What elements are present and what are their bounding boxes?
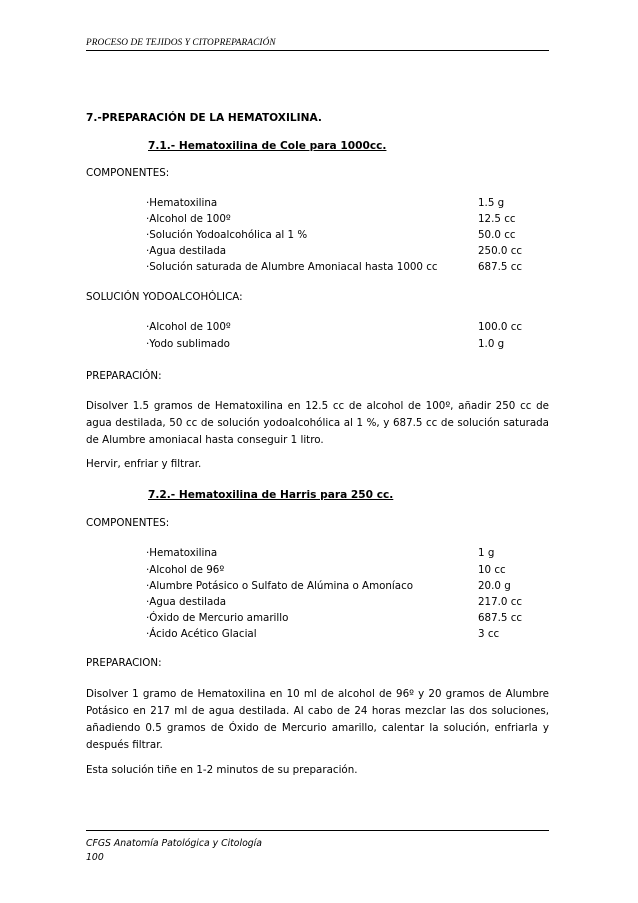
harris-component-name: ·Alumbre Potásico o Sulfato de Alúmina o Amoníaco xyxy=(146,580,414,592)
cole-component-name: ·Solución saturada de Alumbre Amoniacal hasta 1000 cc xyxy=(146,261,438,273)
harris-prep-label: PREPARACION: xyxy=(86,657,162,669)
cole-subtitle: 7.1.- Hematoxilina de Cole para 1000cc. xyxy=(148,140,387,152)
cole-component-qty: 1.5 g xyxy=(478,197,505,209)
harris-final-text: Esta solución tiñe en 1-2 minutos de su preparación. xyxy=(86,764,358,776)
page-number: 100 xyxy=(86,852,104,863)
cole-component-qty: 250.0 cc xyxy=(478,245,523,257)
footer-divider xyxy=(86,830,549,831)
cole-component-name: ·Agua destilada xyxy=(146,245,227,257)
cole-prep-label: PREPARACIÓN: xyxy=(86,370,162,382)
harris-prep-paragraph: Disolver 1 gramo de Hematoxilina en 10 ml de alcohol de 96º y 20 gramos de Alumbre Potásico en 217 ml de agua destilada. Al cabo de 24 horas mezclar las dos soluciones, añadiendo 0.5 gramos de Óxido de Mercurio amarillo, calentar la solución, enfriarla y después filtrar. xyxy=(86,688,549,751)
section-title: 7.-PREPARACIÓN DE LA HEMATOXILINA. xyxy=(86,112,322,124)
page-header-title: PROCESO DE TEJIDOS Y CITOPREPARACIÓN xyxy=(86,38,276,48)
harris-component-qty: 3 cc xyxy=(478,628,500,640)
harris-component-qty: 1 g xyxy=(478,547,495,559)
cole-component-qty: 50.0 cc xyxy=(478,229,516,241)
cole-component-name: ·Solución Yodoalcohólica al 1 % xyxy=(146,229,308,241)
yodo-component-qty: 1.0 g xyxy=(478,338,505,350)
harris-component-qty: 20.0 g xyxy=(478,580,511,592)
cole-component-qty: 687.5 cc xyxy=(478,261,523,273)
harris-component-name: ·Ácido Acético Glacial xyxy=(146,628,257,640)
cole-component-name: ·Hematoxilina xyxy=(146,197,218,209)
yodo-component-name: ·Yodo sublimado xyxy=(146,338,230,350)
harris-component-qty: 10 cc xyxy=(478,564,506,576)
cole-component-name: ·Alcohol de 100º xyxy=(146,213,231,225)
harris-component-name: ·Hematoxilina xyxy=(146,547,218,559)
harris-component-name: ·Agua destilada xyxy=(146,596,227,608)
yodo-label: SOLUCIÓN YODOALCOHÓLICA: xyxy=(86,291,243,303)
cole-prep-paragraph: Disolver 1.5 gramos de Hematoxilina en 12.5 cc de alcohol de 100º, añadir 250 cc de agua destilada, 50 cc de solución yodoalcohólica al 1 %, y 687.5 cc de solución saturada de Alumbre amoniacal hasta conseguir 1 litro. xyxy=(86,400,549,446)
yodo-component-qty: 100.0 cc xyxy=(478,321,523,333)
cole-component-qty: 12.5 cc xyxy=(478,213,516,225)
footer-course: CFGS Anatomía Patológica y Citología xyxy=(86,838,262,849)
harris-subtitle: 7.2.- Hematoxilina de Harris para 250 cc. xyxy=(148,489,394,501)
harris-components-label: COMPONENTES: xyxy=(86,517,170,529)
yodo-component-name: ·Alcohol de 100º xyxy=(146,321,231,333)
header-divider xyxy=(86,50,549,51)
harris-component-qty: 217.0 cc xyxy=(478,596,523,608)
harris-component-qty: 687.5 cc xyxy=(478,612,523,624)
cole-final-text: Hervir, enfriar y filtrar. xyxy=(86,458,202,470)
harris-component-name: ·Óxido de Mercurio amarillo xyxy=(146,612,289,624)
cole-components-label: COMPONENTES: xyxy=(86,167,170,179)
harris-component-name: ·Alcohol de 96º xyxy=(146,564,225,576)
